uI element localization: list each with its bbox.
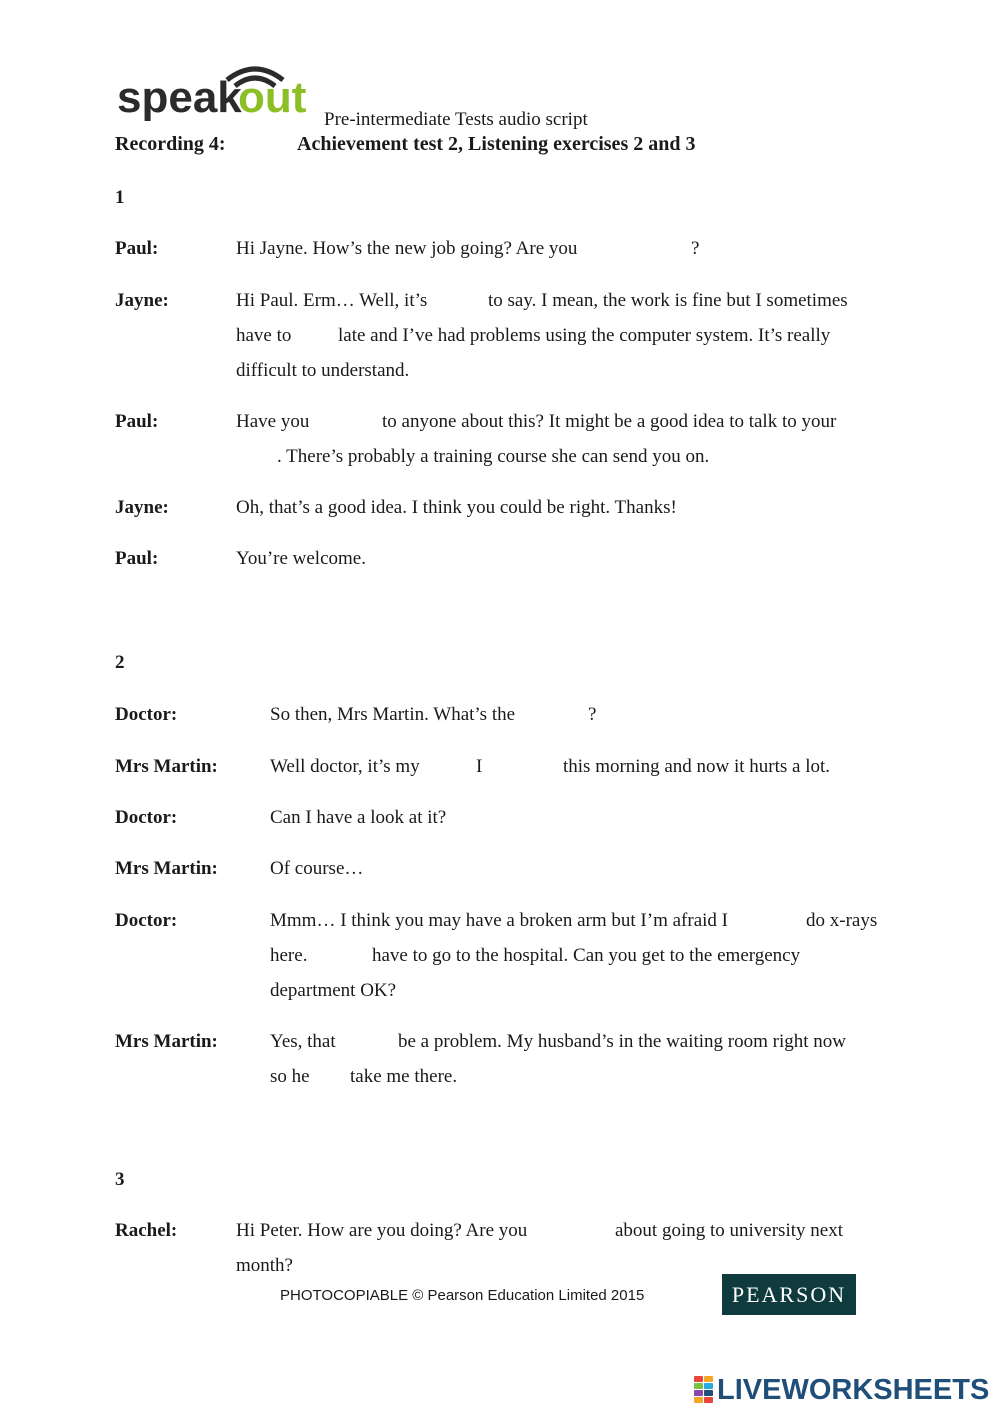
dialogue-line: to anyone about this? It might be a good idea to talk to your — [382, 411, 837, 432]
section-number: 2 — [115, 652, 125, 673]
speaker-label: Jayne: — [115, 497, 169, 518]
dialogue-line: Have you — [236, 411, 310, 432]
dialogue-line: have to go to the hospital. Can you get to the emergency — [372, 945, 801, 966]
dialogue-line: You’re welcome. — [236, 548, 366, 569]
svg-text:out: out — [238, 73, 307, 122]
dialogue-line: be a problem. My husband’s in the waiting room right now — [398, 1031, 847, 1052]
dialogue-line: Oh, that’s a good idea. I think you could be right. Thanks! — [236, 497, 677, 518]
dialogue-line: Hi Jayne. How’s the new job going? Are you — [236, 238, 578, 259]
dialogue-line: I — [476, 756, 483, 777]
dialogue-line: Of course… — [270, 858, 364, 879]
speaker-label: Paul: — [115, 411, 159, 432]
dialogue-line: Mmm… I think you may have a broken arm but I’m afraid I — [270, 910, 728, 931]
liveworksheets-watermark — [694, 1373, 989, 1407]
section-number: 1 — [115, 187, 125, 208]
dialogue-line: to say. I mean, the work is fine but I sometimes — [488, 290, 848, 311]
dialogue-line: Hi Paul. Erm… Well, it’s — [236, 290, 428, 311]
speaker-label: Mrs Martin: — [115, 756, 218, 777]
speaker-label: Paul: — [115, 238, 159, 259]
dialogue-line: . There’s probably a training course she can send you on. — [277, 446, 710, 467]
dialogue-line: Yes, that — [270, 1031, 336, 1052]
pearson-logo: PEARSON — [722, 1274, 856, 1315]
speaker-label: Mrs Martin: — [115, 1031, 218, 1052]
speaker-label: Rachel: — [115, 1220, 178, 1241]
dialogue-line: department OK? — [270, 980, 397, 1001]
speaker-label: Doctor: — [115, 704, 178, 725]
dialogue-line: ? — [588, 704, 597, 725]
speakout-logo — [115, 62, 315, 124]
speaker-label: Doctor: — [115, 807, 178, 828]
dialogue-line: have to — [236, 325, 292, 346]
dialogue-line: take me there. — [350, 1066, 458, 1087]
dialogue-line: here. — [270, 945, 308, 966]
dialogue-line: do x-rays — [806, 910, 878, 931]
speaker-label: Jayne: — [115, 290, 169, 311]
dialogue-line: Well doctor, it’s my — [270, 756, 420, 777]
dialogue-line: late and I’ve had problems using the computer system. It’s really — [338, 325, 831, 346]
speaker-label: Mrs Martin: — [115, 858, 218, 879]
section-number: 3 — [115, 1169, 125, 1190]
liveworksheets-icon — [694, 1376, 714, 1404]
dialogue-line: this morning and now it hurts a lot. — [563, 756, 831, 777]
dialogue-line: month? — [236, 1255, 293, 1276]
speaker-label: Paul: — [115, 548, 159, 569]
dialogue-line: Can I have a look at it? — [270, 807, 447, 828]
recording-title: Achievement test 2, Listening exercises 2 and 3 — [297, 133, 696, 155]
recording-label: Recording 4: — [115, 133, 226, 155]
dialogue-line: difficult to understand. — [236, 360, 410, 381]
copyright-notice: PHOTOCOPIABLE © Pearson Education Limited 2015 — [280, 1287, 645, 1304]
speaker-label: Doctor: — [115, 910, 178, 931]
document-subtitle: Pre-intermediate Tests audio script — [324, 109, 588, 130]
dialogue-line: so he — [270, 1066, 310, 1087]
dialogue-line: Hi Peter. How are you doing? Are you — [236, 1220, 528, 1241]
dialogue-line: So then, Mrs Martin. What’s the — [270, 704, 516, 725]
watermark-text: LIVEWORKSHEETS — [717, 1373, 990, 1406]
svg-text:speak: speak — [117, 73, 242, 122]
dialogue-line: ? — [691, 238, 700, 259]
dialogue-line: about going to university next — [615, 1220, 843, 1241]
